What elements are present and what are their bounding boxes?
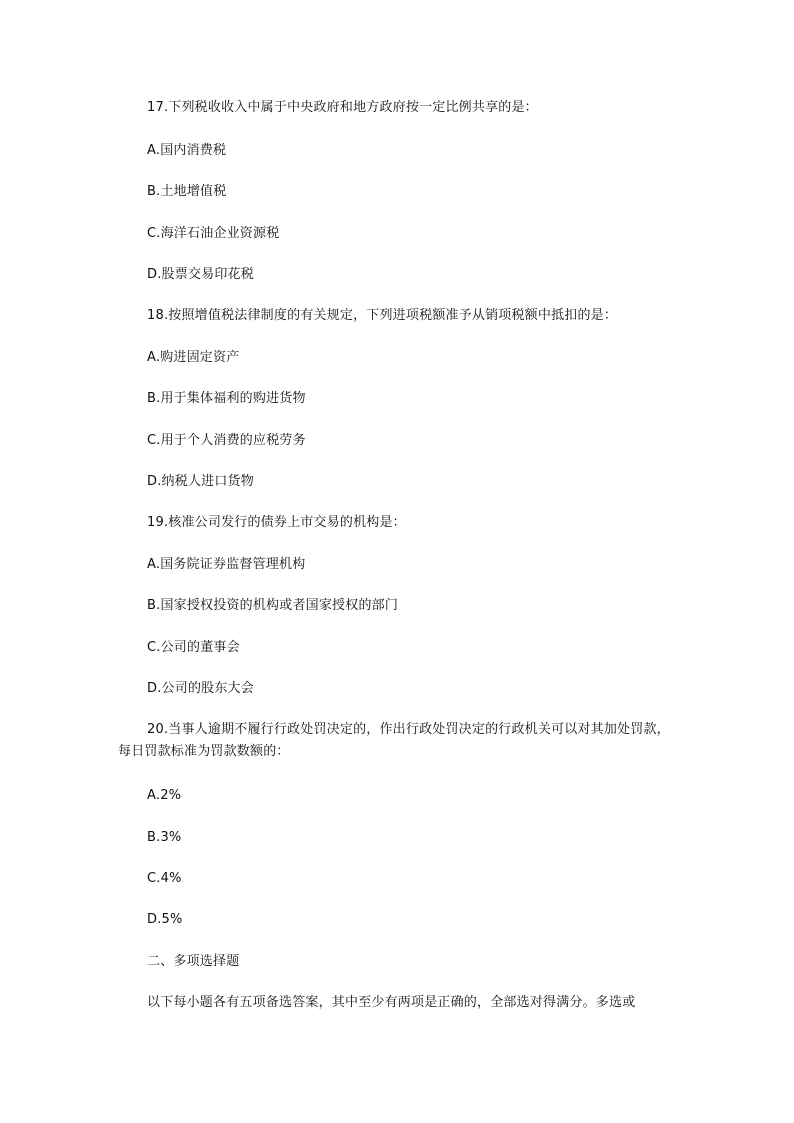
question-19-stem: 19.核准公司发行的债券上市交易的机构是： — [147, 515, 406, 530]
question-20-option-a: A.2% — [147, 788, 182, 803]
question-19-option-b: B.国家授权投资的机构或者国家授权的部门 — [147, 598, 399, 613]
question-18-option-b: B.用于集体福利的购进货物 — [147, 391, 306, 406]
question-20-option-b: B.3% — [147, 830, 182, 845]
section-heading: 二、多项选择题 — [147, 954, 240, 969]
section-intro: 以下每小题各有五项备选答案，其中至少有两项是正确的，全部选对得满分。多选或 — [147, 995, 636, 1010]
question-17-option-b: B.土地增值税 — [147, 184, 227, 199]
question-17-option-d: D.股票交易印花税 — [147, 267, 254, 282]
question-19-option-d: D.公司的股东大会 — [147, 681, 254, 696]
question-18-option-a: A.购进固定资产 — [147, 350, 240, 365]
question-17-option-c: C.海洋石油企业资源税 — [147, 226, 280, 241]
question-18-stem: 18.按照增值税法律制度的有关规定，下列进项税额准予从销项税额中抵扣的是： — [147, 308, 618, 323]
question-20-option-c: C.4% — [147, 871, 182, 886]
question-19-option-a: A.国务院证券监督管理机构 — [147, 557, 306, 572]
question-18-option-d: D.纳税人进口货物 — [147, 474, 254, 489]
question-19-option-c: C.公司的董事会 — [147, 640, 240, 655]
question-17-stem: 17.下列税收收入中属于中央政府和地方政府按一定比例共享的是： — [147, 100, 538, 115]
question-17-option-a: A.国内消费税 — [147, 143, 227, 158]
question-20-stem: 20.当事人逾期不履行行政处罚决定的，作出行政处罚决定的行政机关可以对其加处罚款，每日罚款标准为罚款数额的： — [118, 722, 670, 759]
question-18-option-c: C.用于个人消费的应税劳务 — [147, 433, 306, 448]
question-20-option-d: D.5% — [147, 912, 183, 927]
